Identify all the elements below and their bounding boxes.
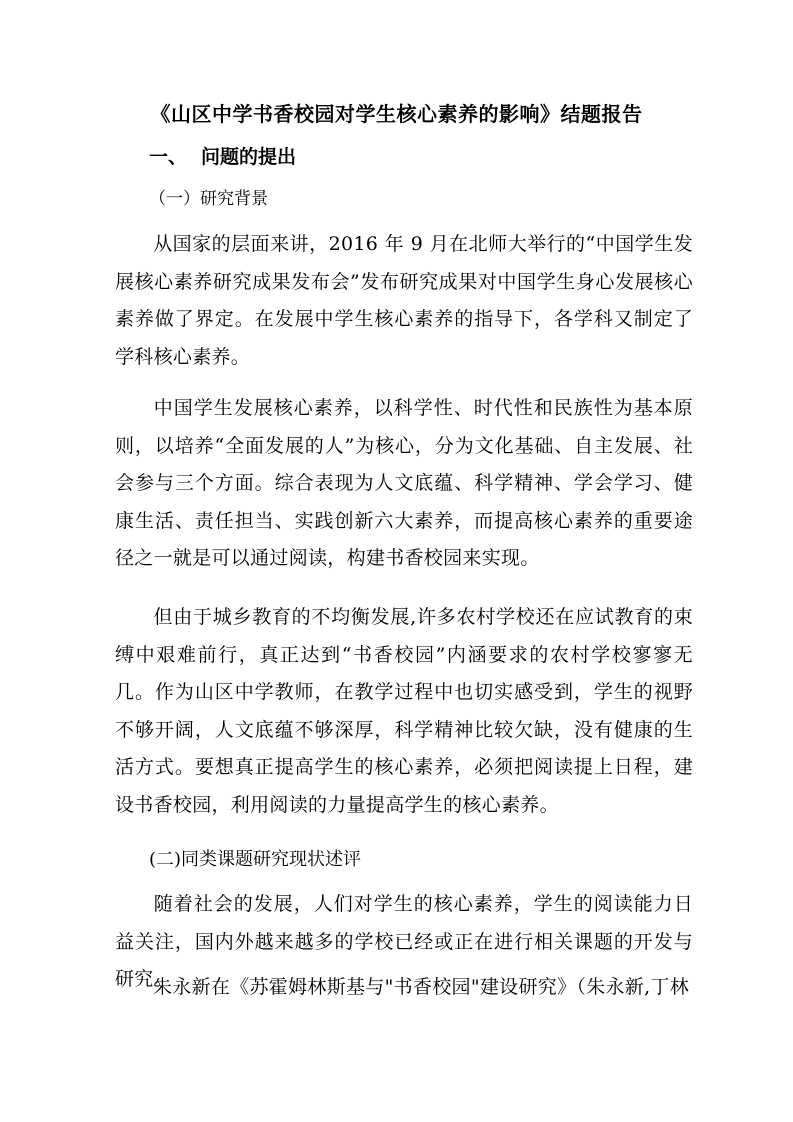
section-number: 一、 (149, 146, 188, 168)
report-title: 《山区中学书香校园对学生核心素养的影响》结题报告 (150, 102, 643, 126)
subheading-related-research: (二)同类课题研究现状述评 (149, 849, 362, 870)
subheading-research-background: （一）研究背景 (149, 189, 268, 209)
paragraph-4-text: 随着社会的发展，人们对学生的核心素养，学生的阅读能力日益关注，国内外越来越多的学校已经或正在进行相关课题的开发与研究。 (115, 893, 693, 990)
section-title: 问题的提出 (201, 146, 297, 168)
section-heading-1 (149, 143, 296, 171)
paragraph-1-text: 从国家的层面来讲，2016 年 9 月在北师大举行的“中国学生发展核心素养研究成果发布会”发布研究成果对中国学生身心发展核心素养做了界定。在发展中学生核心素养的指导下，各学科又制定了学科核心素养。 (115, 233, 693, 368)
paragraph-3 (115, 599, 693, 824)
paragraph-2 (115, 390, 693, 578)
paragraph-5-text: 朱永新在《苏霍姆林斯基与"书香校园"建设研究》（朱永新,丁林 (153, 976, 690, 998)
paragraph-2-text: 中国学生发展核心素养，以科学性、时代性和民族性为基本原则，以培养“全面发展的人”为核心，分为文化基础、自主发展、社会参与三个方面。综合表现为人文底蕴、科学精神、学会学习、健康生活、责任担当、实践创新六大素养，而提高核心素养的重要途径之一就是可以通过阅读，构建书香校园来实现。 (115, 397, 693, 569)
paragraph-3-text: 但由于城乡教育的不均衡发展,许多农村学校还在应试教育的束缚中艰难前行，真正达到“书香校园”内涵要求的农村学校寥寥无几。作为山区中学教师，在教学过程中也切实感受到，学生的视野不够开阔，人文底蕴不够深厚，科学精神比较欠缺，没有健康的生活方式。要想真正提高学生的核心素养，必须把阅读提上日程，建设书香校园，利用阅读的力量提高学生的核心素养。 (115, 606, 693, 816)
paragraph-1 (115, 226, 693, 376)
paragraph-5 (115, 969, 693, 1007)
